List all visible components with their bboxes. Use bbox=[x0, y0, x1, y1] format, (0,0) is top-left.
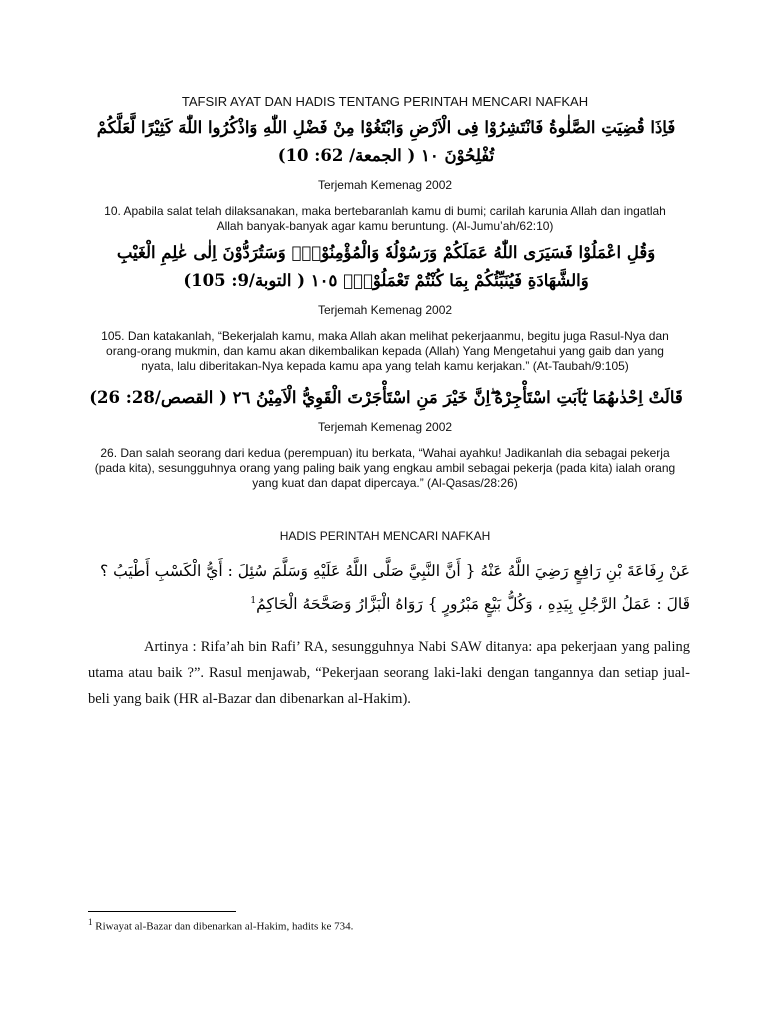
footnote-marker: 1 bbox=[88, 917, 93, 927]
verse-source-2: Terjemah Kemenag 2002 bbox=[317, 303, 453, 317]
hadis-meaning: Artinya : Rifa’ah bin Rafi’ RA, sesungguhnya Nabi SAW ditanya: apa pekerjaan yang paling utama atau baik ?”. Rasul menjawab, “Pekerjaan seorang laki-laki dengan tangannya dan setiap jual-beli yang baik (HR al-Bazar dan dibenarkan al-Hakim). bbox=[88, 639, 690, 707]
hadis-arabic-text: عَنْ رِفَاعَةَ بْنِ رَافِعٍ رَضِيَ اللَّهُ عَنْهُ { أَنَّ النَّبِيَّ صَلَّى اللَّهُ عَلَيْهِ وَسَلَّمَ سُئِلَ : أَيُّ الْكَسْبِ أَطْيَبُ ؟ قَالَ : عَمَلُ الرَّجُلِ بِيَدِهِ ، وَكُلُّ بَيْعٍ مَبْرُورٍ } رَوَاهُ الْبَزَّارُ وَصَحَّحَهُ الْحَاكِمُ bbox=[100, 562, 690, 614]
hadis-heading: HADIS PERINTAH MENCARI NAFKAH bbox=[279, 529, 491, 543]
footnote-reference: 1 bbox=[250, 596, 257, 606]
footnote-text: Riwayat al-Bazar dan dibenarkan al-Hakim, hadits ke 734. bbox=[92, 920, 354, 933]
verse-arabic-2: وَقُلِ اعْمَلُوْا فَسَيَرَى اللّٰهُ عَمَلَكُمْ وَرَسُوْلُهٗ وَالْمُؤْمِنُوْنَۗ وَسَتُرَدُّوْنَ اِلٰى عٰلِمِ الْغَيْبِ وَالشَّهَادَةِ فَيُنَبِّئُكُمْ بِمَا كُنْتُمْ تَعْمَلُوْنَۚ ١٠٥ ( التوبة/9: 105) bbox=[116, 243, 656, 290]
verse-translation-3: 26. Dan salah seorang dari kedua (perempuan) itu berkata, “Wahai ayahku! Jadikanlah dia sebagai pekerja (pada kita), sesungguhnya orang yang paling baik yang engkau ambil sebagai pekerja (pada kita) ialah orang yang kuat dan dapat dipercaya.” (Al-Qasas/28:26) bbox=[94, 446, 676, 490]
verse-translation-2: 105. Dan katakanlah, “Bekerjalah kamu, maka Allah akan melihat pekerjaanmu, begitu juga Rasul-Nya dan orang-orang mukmin, dan kamu akan dikembalikan kepada (Allah) Yang Mengetahui yang gaib dan yang nyata, lalu diberitakan-Nya kepada kamu apa yang telah kamu kerjakan.” (At-Taubah/9:105) bbox=[101, 329, 669, 373]
verse-arabic-3: قَالَتْ اِحْدٰىهُمَا يٰٓاَبَتِ اسْتَأْجِرْهُ ۖاِنَّ خَيْرَ مَنِ اسْتَأْجَرْتَ الْقَوِيُّ الْاَمِيْنُ ٢٦ ( القصص/28: 26) bbox=[89, 388, 683, 407]
verse-source-1: Terjemah Kemenag 2002 bbox=[317, 178, 453, 192]
verse-translation-1: 10. Apabila salat telah dilaksanakan, maka bertebaranlah kamu di bumi; carilah karunia Allah dan ingatlah Allah banyak-banyak agar kamu beruntung. (Al-Jumu’ah/62:10) bbox=[104, 204, 666, 233]
page-title: TAFSIR AYAT DAN HADIS TENTANG PERINTAH MENCARI NAFKAH bbox=[181, 94, 589, 109]
verse-source-3: Terjemah Kemenag 2002 bbox=[317, 420, 453, 434]
verse-arabic-1: فَاِذَا قُضِيَتِ الصَّلٰوةُ فَانْتَشِرُوْا فِى الْاَرْضِ وَابْتَغُوْا مِنْ فَضْلِ اللّٰهِ وَاذْكُرُوا اللّٰهَ كَثِيْرًا لَّعَلَّكُمْ تُفْلِحُوْنَ ١٠ ( الجمعة/ 62: 10) bbox=[96, 118, 676, 165]
footnote bbox=[88, 917, 688, 933]
hadis-arabic bbox=[88, 556, 690, 619]
footnote-separator bbox=[88, 911, 236, 912]
